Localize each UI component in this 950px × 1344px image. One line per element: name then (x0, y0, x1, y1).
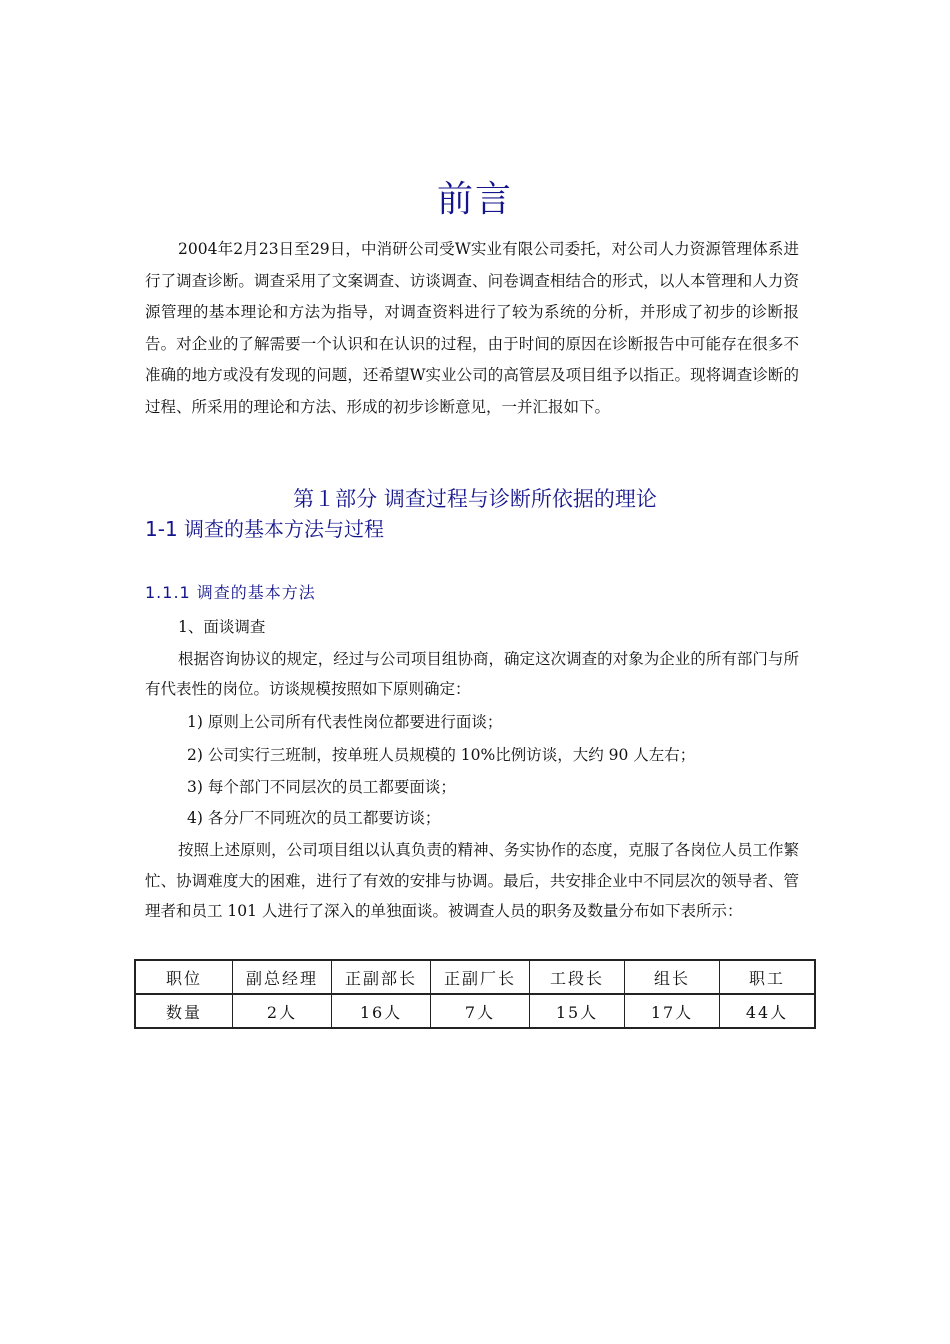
principle-item: 2) 公司实行三班制，按单班人员规模的 10%比例访谈，大约 90 人左右； (187, 746, 696, 764)
principle-item: 1) 原则上公司所有代表性岗位都要进行面谈； (187, 713, 503, 731)
preface-paragraph: 2004年2月23日至29日，中消研公司受W实业有限公司委托，对公司人力资源管理体系进行了调查诊断。调查采用了文案调查、访谈调查、问卷调查相结合的形式，以人本管理和人力资源管理的基本理论和方法为指导，对调查资料进行了较为系统的分析，并形成了初步的诊断报告。对企业的了解需要一个认识和在认识的过程，由于时间的原因在诊断报告中可能存在很多不准确的地方或没有发现的问题，还希望W实业公司的高管层及项目组予以指正。现将调查诊断的过程、所采用的理论和方法、形成的初步诊断意见，一并汇报如下。 (145, 240, 799, 416)
table-header-cell: 正副部长 (332, 960, 431, 994)
table-cell: 7人 (431, 994, 530, 1028)
item-title: 1、面谈调查 (178, 618, 266, 636)
intro-paragraph: 根据咨询协议的规定，经过与公司项目组协商，确定这次调查的对象为企业的所有部门与所有代表性的岗位。访谈规模按照如下原则确定： (145, 650, 799, 698)
subsection-heading: 1.1.1 调查的基本方法 (145, 583, 316, 602)
table-cell: 15人 (530, 994, 625, 1028)
table-header-cell: 副总经理 (233, 960, 332, 994)
survey-table (134, 959, 816, 1029)
section-heading: 1-1 调查的基本方法与过程 (145, 517, 385, 541)
part-heading: 第１部分 调查过程与诊断所依据的理论 (293, 487, 657, 511)
table-cell: 16人 (332, 994, 431, 1028)
table-header-cell: 组长 (625, 960, 720, 994)
table-header-cell: 工段长 (530, 960, 625, 994)
table-header-cell: 职工 (720, 960, 816, 994)
table-header-cell: 职位 (135, 960, 233, 994)
table-cell: 2人 (233, 994, 332, 1028)
principle-item: 3) 每个部门不同层次的员工都要面谈； (187, 778, 456, 796)
table-cell: 44人 (720, 994, 816, 1028)
table-header-cell: 正副厂长 (431, 960, 530, 994)
table-row (135, 994, 815, 1028)
principle-item: 4) 各分厂不同班次的员工都要访谈； (187, 809, 441, 827)
document-title: 前言 (436, 179, 513, 220)
table-cell: 17人 (625, 994, 720, 1028)
table-cell: 数量 (135, 994, 233, 1028)
summary-paragraph: 按照上述原则，公司项目组以认真负责的精神、务实协作的态度，克服了各岗位人员工作繁忙、协调难度大的困难，进行了有效的安排与协调。最后，共安排企业中不同层次的领导者、管理者和员工 101 人进行了深入的单独面谈。被调查人员的职务及数量分布如下表所示： (145, 841, 799, 920)
table-header-row (135, 960, 815, 994)
